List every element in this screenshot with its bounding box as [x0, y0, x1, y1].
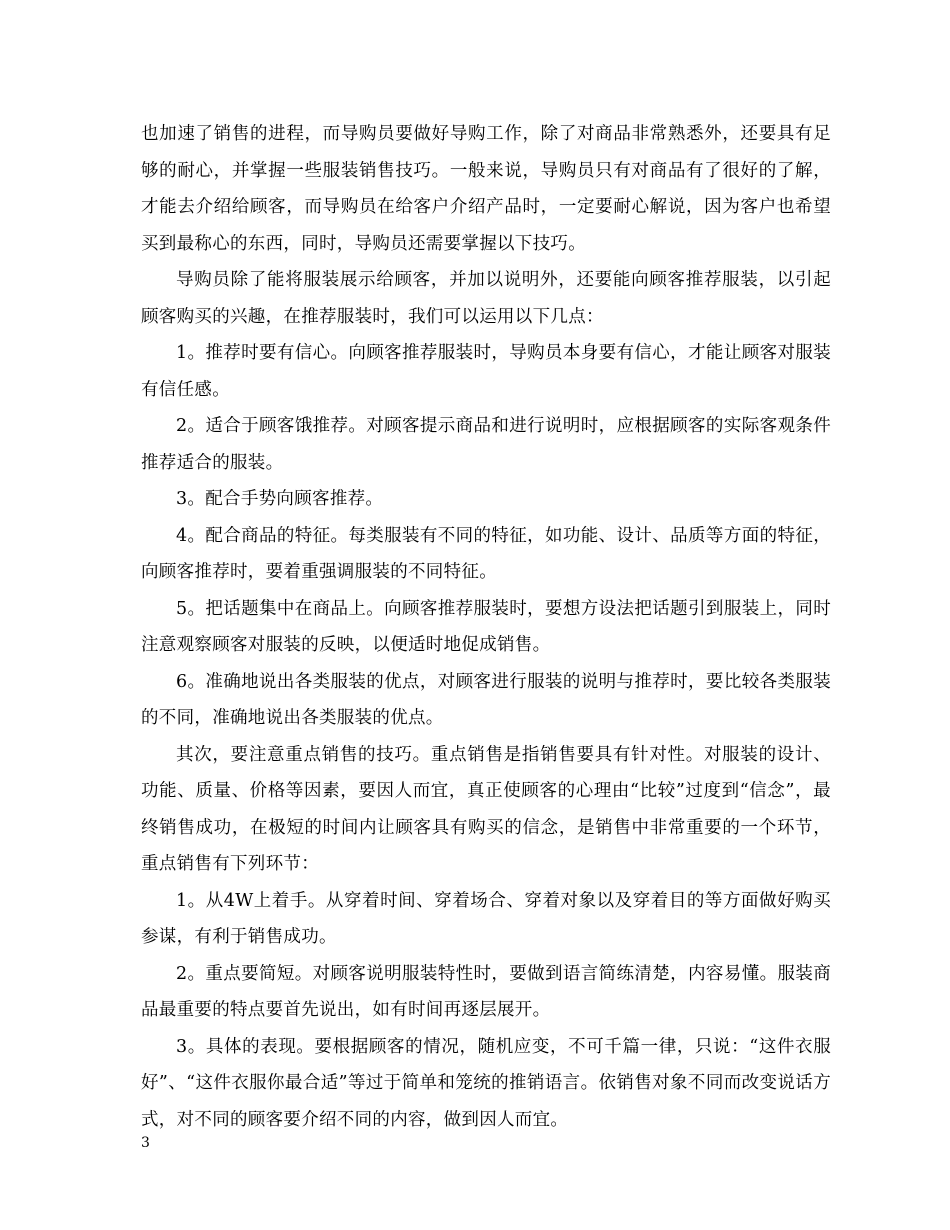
list-item-recommend-1: 1。推荐时要有信心。向顾客推荐服装时，导购员本身要有信心，才能让顾客对服装有信任感。: [141, 343, 831, 400]
list-item-key-sales-1: 1。从4W上着手。从穿着时间、穿着场合、穿着对象以及穿着目的等方面做好购买参谋，有利于销售成功。: [141, 890, 831, 947]
list-item-recommend-5: 5。把话题集中在商品上。向顾客推荐服装时，要想方设法把话题引到服装上，同时注意观察顾客对服装的反映，以便适时地促成销售。: [141, 598, 831, 655]
list-item-recommend-6: 6。准确地说出各类服装的优点，对顾客进行服装的说明与推荐时，要比较各类服装的不同，准确地说出各类服装的优点。: [141, 671, 831, 728]
paragraph-continuation: 也加速了销售的进程，而导购员要做好导购工作，除了对商品非常熟悉外，还要具有足够的耐心，并掌握一些服装销售技巧。一般来说，导购员只有对商品有了很好的了解，才能去介绍给顾客，而导购员在给客户介绍产品时，一定要耐心解说，因为客户也希望买到最称心的东西，同时，导购员还需要掌握以下技巧。: [141, 124, 831, 254]
list-item-recommend-3: 3。配合手势向顾客推荐。: [176, 489, 384, 509]
list-item-key-sales-2: 2。重点要简短。对顾客说明服装特性时，要做到语言简练清楚，内容易懂。服装商品最重要的特点要首先说出，如有时间再逐层展开。: [141, 963, 831, 1020]
list-item-recommend-2: 2。适合于顾客饿推荐。对顾客提示商品和进行说明时，应根据顾客的实际客观条件推荐适合的服装。: [141, 416, 831, 473]
list-item-recommend-4: 4。配合商品的特征。每类服装有不同的特征，如功能、设计、品质等方面的特征，向顾客推荐时，要着重强调服装的不同特征。: [141, 525, 831, 582]
page-number: 3: [141, 1135, 150, 1151]
paragraph-recommend-intro: 导购员除了能将服装展示给顾客，并加以说明外，还要能向顾客推荐服装，以引起顾客购买的兴趣，在推荐服装时，我们可以运用以下几点：: [141, 270, 831, 327]
paragraph-key-sales-intro: 其次，要注意重点销售的技巧。重点销售是指销售要具有针对性。对服装的设计、功能、质量、价格等因素，要因人而宜，真正使顾客的心理由“比较”过度到“信念”，最终销售成功，在极短的时间内让顾客具有购买的信念，是销售中非常重要的一个环节，重点销售有下列环节：: [141, 744, 831, 874]
document-body: [141, 116, 831, 1138]
list-item-key-sales-3: 3。具体的表现。要根据顾客的情况，随机应变，不可千篇一律，只说：“这件衣服好”、“这件衣服你最合适”等过于简单和笼统的推销语言。依销售对象不同而改变说话方式，对不同的顾客要介绍不同的内容，做到因人而宜。: [141, 1036, 831, 1130]
